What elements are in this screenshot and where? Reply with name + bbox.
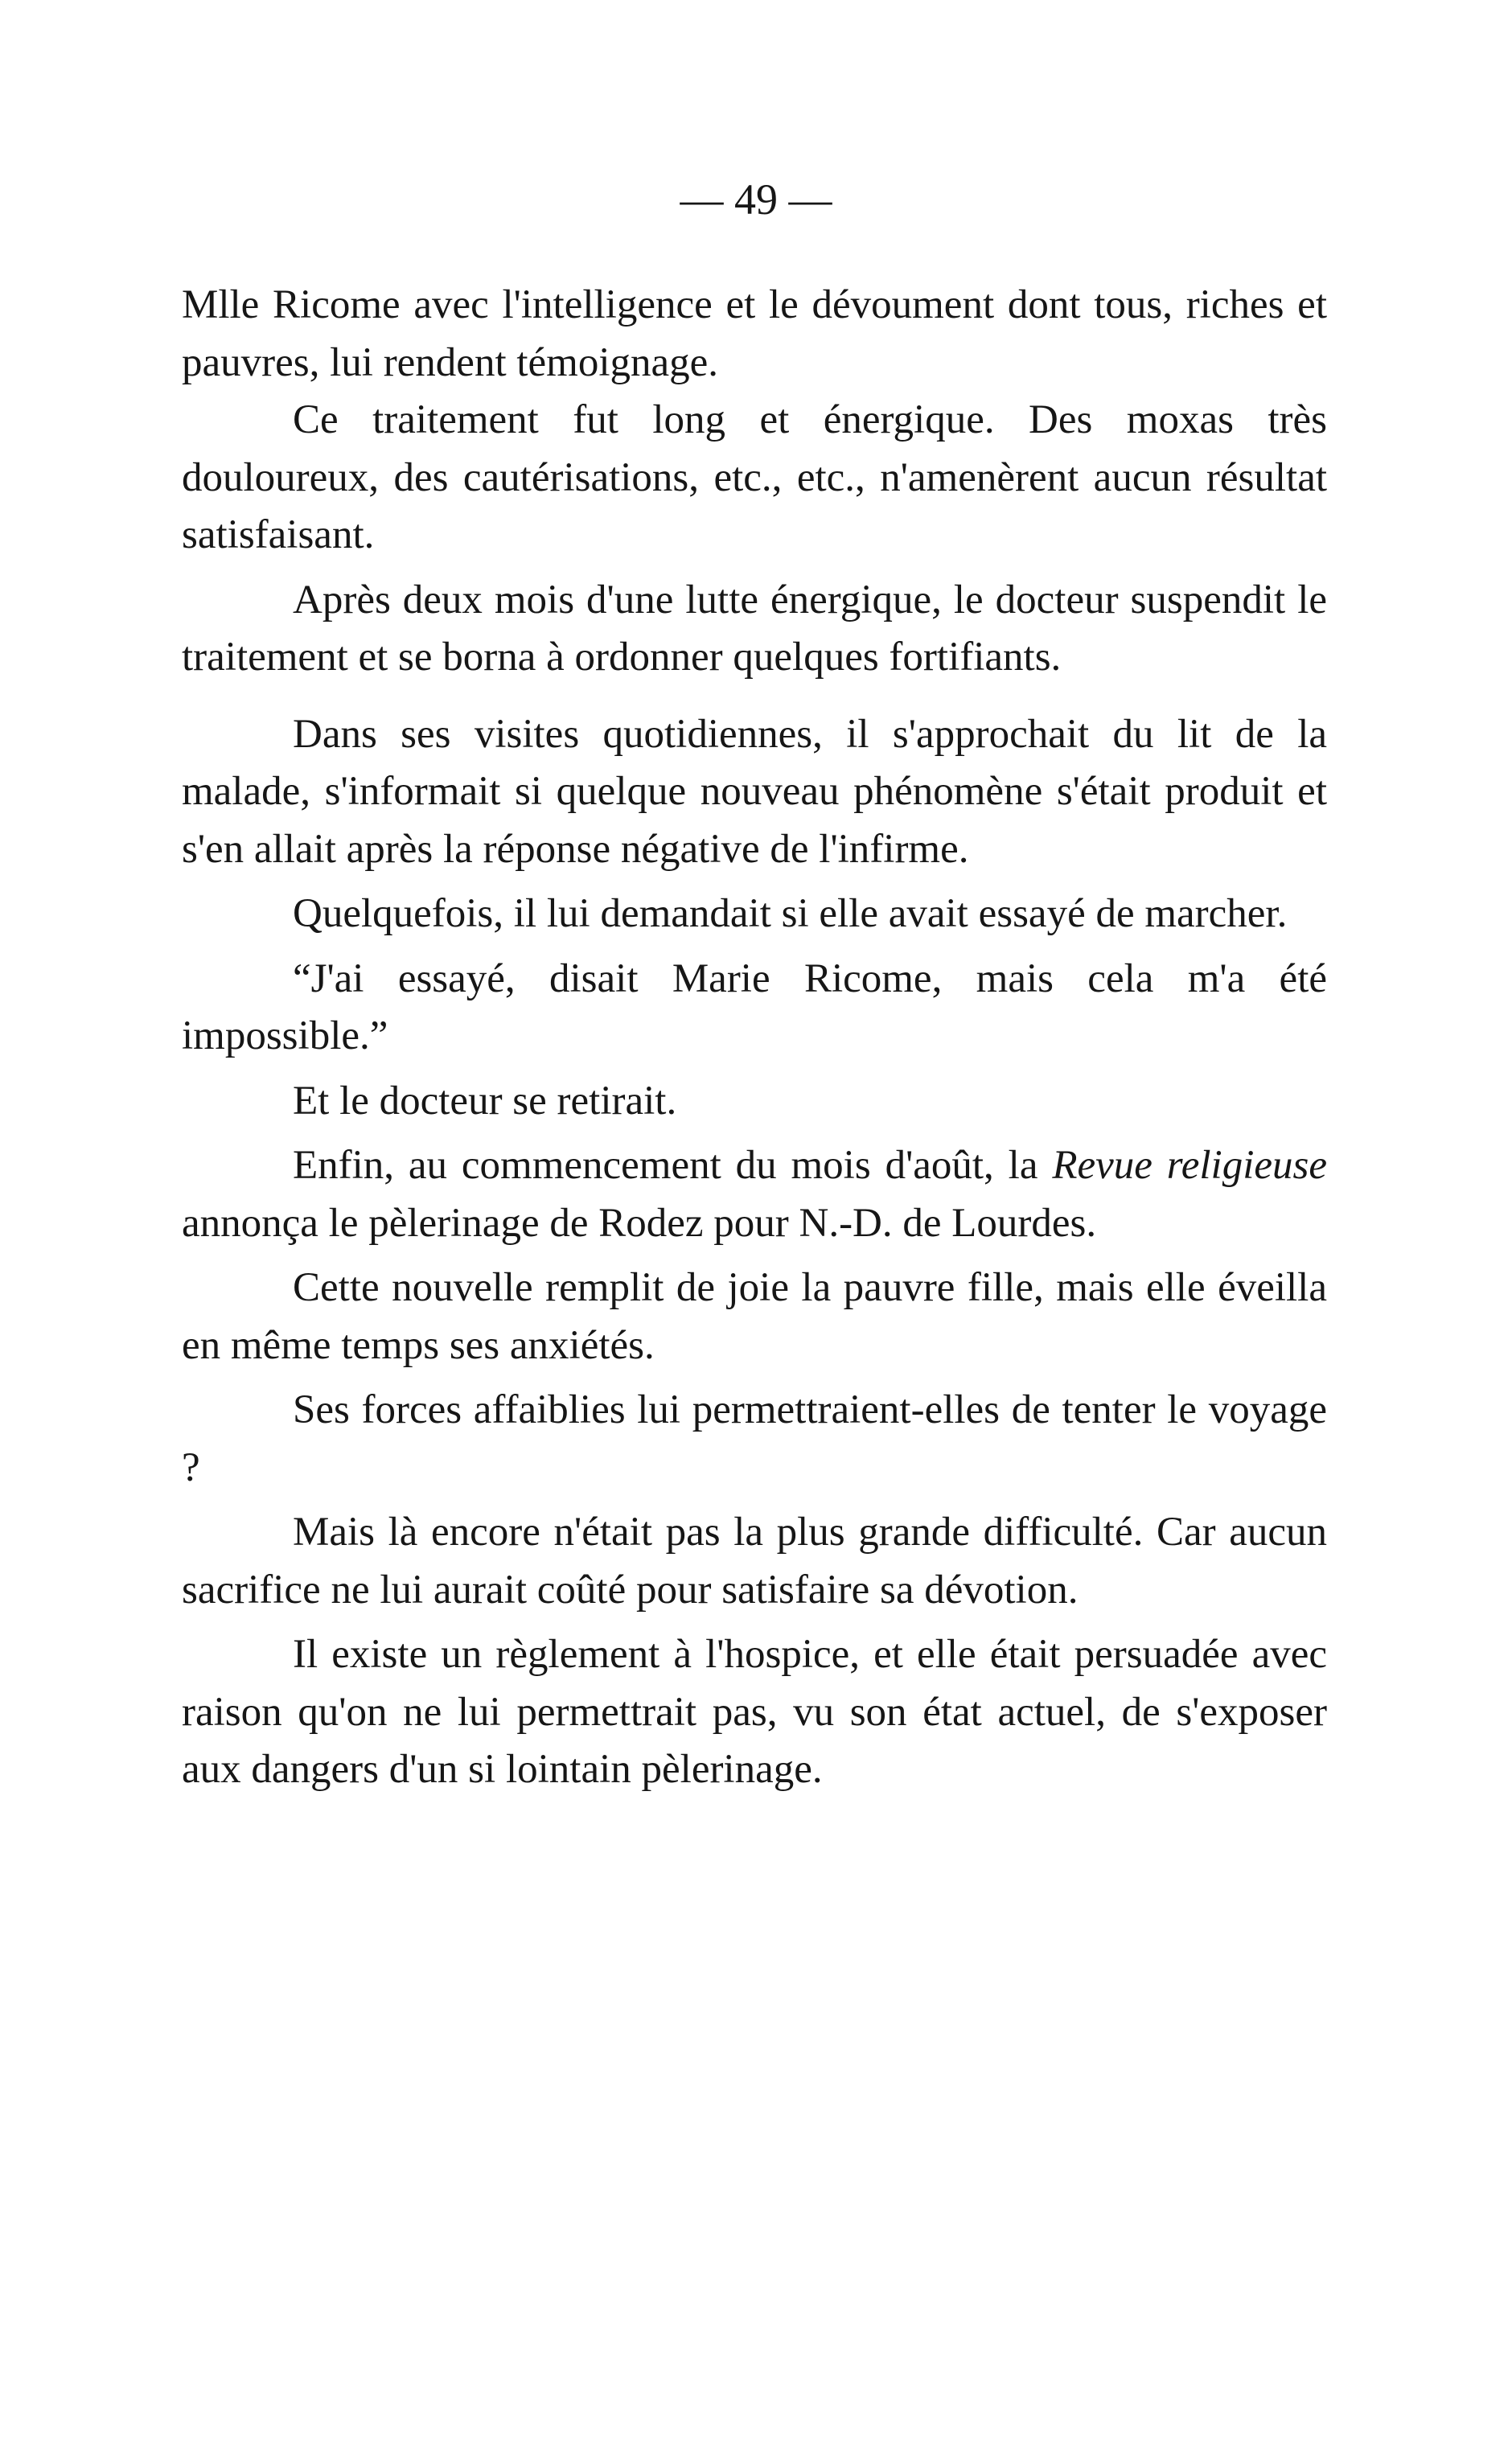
journal-title: Revue religieuse — [1052, 1143, 1327, 1188]
paragraph-6: “J'ai essayé, disait Marie Ricome, mais cela m'a été impossible.” — [182, 955, 1327, 1058]
paragraph-9: Cette nouvelle remplit de joie la pauvre fille, mais elle éveilla en même temps ses anxiétés. — [182, 1265, 1327, 1368]
paragraph-10: Ses forces affaiblies lui permettraient-elles de tenter le voyage ? — [182, 1387, 1327, 1490]
paragraph-1: Mlle Ricome avec l'intelligence et le dévoument dont tous, riches et pauvres, lui rendent témoignage. — [182, 282, 1327, 385]
paragraph-4: Dans ses visites quotidiennes, il s'approchait du lit de la malade, s'informait si quelque nouveau phénomène s'était produit et s'en allait après la réponse négative de l'infirme. — [182, 711, 1327, 872]
paragraph-7: Et le docteur se retirait. — [293, 1078, 677, 1124]
paragraph-8-before: Enfin, au commencement du mois d'août, la — [293, 1143, 1053, 1188]
paragraph-2: Ce traitement fut long et énergique. Des moxas très douloureux, des cautérisations, etc., etc., n'amenèrent aucun résultat satisfaisant. — [182, 397, 1327, 557]
paragraph-3: Après deux mois d'une lutte énergique, le docteur suspendit le traitement et se borna à ordonner quelques fortifiants. — [182, 577, 1327, 680]
paragraph-8 — [182, 1137, 1327, 1252]
paragraph-11: Mais là encore n'était pas la plus grande difficulté. Car aucun sacrifice ne lui aurait coûté pour satisfaire sa dévotion. — [182, 1510, 1327, 1613]
paragraph-8-after: annonça le pèlerinage de Rodez pour N.-D. de Lourdes. — [182, 1200, 1097, 1246]
page-number: — 49 — — [680, 175, 832, 224]
paragraph-12: Il existe un règlement à l'hospice, et elle était persuadée avec raison qu'on ne lui permettrait pas, vu son état actuel, de s'exposer aux dangers d'un si lointain pèlerinage. — [182, 1632, 1327, 1792]
paragraph-5: Quelquefois, il lui demandait si elle avait essayé de marcher. — [293, 891, 1288, 936]
body-text — [182, 277, 1327, 1806]
